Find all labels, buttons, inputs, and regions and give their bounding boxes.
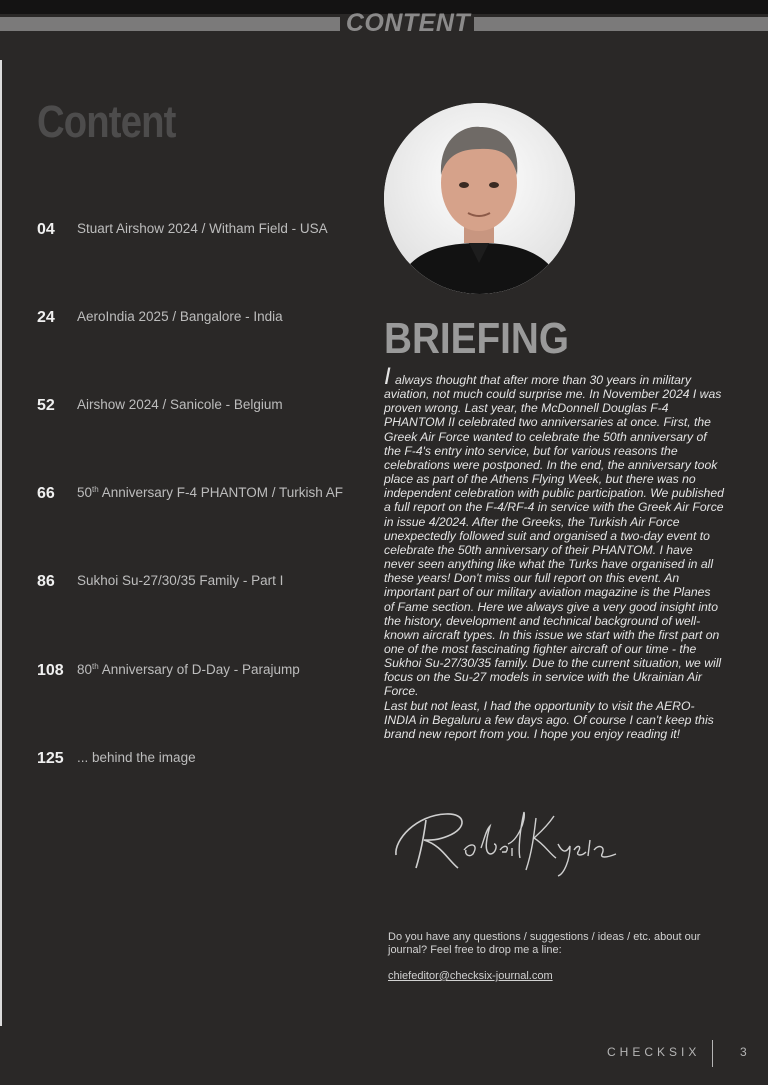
editor-portrait [384, 103, 575, 294]
toc-title: ... behind the image [77, 750, 196, 765]
drop-cap: I [384, 363, 391, 390]
toc-page-number: 66 [37, 485, 55, 502]
footer-separator [712, 1040, 713, 1067]
footer-brand: CHECKSIX [607, 1045, 701, 1059]
header-bar-right [474, 17, 768, 31]
section-header-label: CONTENT [345, 9, 471, 37]
contact-text: Do you have any questions / suggestions / ideas / etc. about our journal? Feel free to drop me a line: [388, 931, 701, 956]
toc-page-number: 86 [37, 573, 55, 590]
page-number: 3 [740, 1045, 747, 1059]
toc-title: Airshow 2024 / Sanicole - Belgium [77, 397, 283, 412]
left-divider [0, 60, 2, 1026]
briefing-paragraph: Last but not least, I had the opportunity to visit the AERO-INDIA in Begaluru a few days ago. Of course I can't keep this brand new report from you. I hope you enjoy reading it! [384, 698, 714, 741]
toc-title: Stuart Airshow 2024 / Witham Field - USA [77, 221, 328, 236]
briefing-text [384, 363, 724, 741]
toc-title: Sukhoi Su-27/30/35 Family - Part I [77, 573, 284, 588]
toc-title: 80th Anniversary of D-Day - Parajump [77, 662, 300, 677]
signature [386, 800, 626, 880]
toc-title: AeroIndia 2025 / Bangalore - India [77, 309, 283, 324]
header-bar-left [0, 17, 340, 31]
contact-email-link[interactable]: chiefeditor@checksix-journal.com [388, 970, 553, 982]
briefing-heading: BRIEFING [384, 314, 570, 363]
toc-page-number: 04 [37, 221, 55, 238]
page-title: Content [37, 96, 176, 147]
toc-title: 50th Anniversary F-4 PHANTOM / Turkish AF [77, 485, 344, 500]
toc-page-number: 108 [37, 662, 64, 679]
toc-page-number: 125 [37, 750, 64, 767]
toc-page-number: 24 [37, 309, 55, 326]
contact-block [388, 931, 718, 983]
toc-page-number: 52 [37, 397, 55, 414]
briefing-paragraph: I always thought that after more than 30 years in military aviation, not much could surprise me. In November 2024 I was proven wrong. Last year, the McDonnell Douglas F-4 PHANTOM II celebrated two anniversaries at once. First, the Greek Air Force wanted to celebrate the 50th anniversary of the F-4's entry into service, but for various reasons the celebrations were postponed. In the end, the anniversary took place as part of the Athens Flying Week, but there was no independent celebration with public participation. We published a full report on the F-4/RF-4 in service with the Greek Air Force in issue 4/2024. After the Greeks, the Turkish Air Force unexpectedly followed suit and organised a two-day event to celebrate the 50th anniversary of their PHANTOM. I have never seen anything like what the Turks have organised in all these years! Don't miss our full report on this event. An important part of our military aviation magazine is the Planes of Fame section. Here we always give a very good insight into the history, development and technical background of well-known aircraft types. In this issue we start with the first part on one of the most fascinating fighter aircraft of our time - the Sukhoi Su-27/30/35 family. Due to the current situation, we will focus on the Su-27 models in service with the Ukrainian Air Force. [384, 363, 724, 699]
